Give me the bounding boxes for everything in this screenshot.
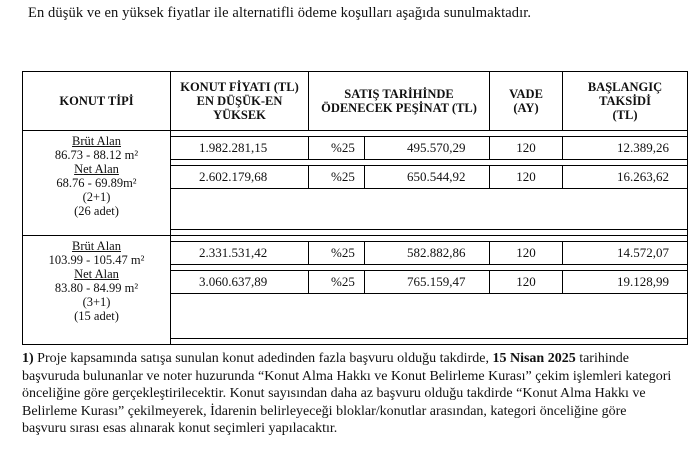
header-term: VADE (AY) [490, 72, 563, 131]
header-installment: BAŞLANGIÇ TAKSİDİ (TL) [563, 72, 688, 131]
percent-cell: %25 [309, 271, 365, 294]
down-payment-cell: 495.570,29 [365, 137, 490, 160]
percent-cell: %25 [309, 166, 365, 189]
down-payment-cell: 765.159,47 [365, 271, 490, 294]
footnote-text-2: tarihinde başvuruda bulunanlar ve noter huzurunda “Konut Alma Hakkı ve Konut Belirleme Kurası” çekim işlemleri kategori önceliğine göre gerçekleştirilecektir. Konut sayısından daha az başvuru olduğu takdirde “Konut Alma Hakkı ve Belirleme Kurası” çekilmeyerek, İdarenin belirleyeceği bloklar/konutlar arasından, kategori önceliğine göre başvuru sırası esas alınarak konut seçimleri yapılacaktır. [22, 351, 672, 436]
term-cell: 120 [490, 271, 563, 294]
footnote-number: 1) [22, 351, 34, 366]
header-type: KONUT TİPİ [23, 72, 171, 131]
installment-cell: 12.389,26 [563, 137, 688, 160]
term-cell: 120 [490, 166, 563, 189]
down-payment-cell: 582.882,86 [365, 242, 490, 265]
installment-cell: 16.263,62 [563, 166, 688, 189]
percent-cell: %25 [309, 242, 365, 265]
term-cell: 120 [490, 242, 563, 265]
intro-text: En düşük ve en yüksek fiyatlar ile alternatifli ödeme koşulları aşağıda sunulmaktadır. [28, 5, 532, 21]
installment-cell: 19.128,99 [563, 271, 688, 294]
price-cell: 1.982.281,15 [171, 137, 309, 160]
type-cell-2plus1: Brüt Alan 86.73 - 88.12 m² Net Alan 68.76 - 69.89m² (2+1) (26 adet) [23, 131, 171, 236]
percent-cell: %25 [309, 137, 365, 160]
header-down-payment: SATIŞ TARİHİNDE ÖDENECEK PEŞİNAT (TL) [309, 72, 490, 131]
price-table [22, 71, 688, 345]
footnote-date: 15 Nisan 2025 [492, 351, 576, 366]
header-price: KONUT FİYATI (TL) EN DÜŞÜK-EN YÜKSEK [171, 72, 309, 131]
footnote-text-1: Proje kapsamında satışa sunulan konut adedinden fazla başvuru olduğu takdirde, [33, 351, 493, 366]
price-cell: 2.602.179,68 [171, 166, 309, 189]
footnote [22, 350, 672, 438]
term-cell: 120 [490, 137, 563, 160]
price-cell: 3.060.637,89 [171, 271, 309, 294]
down-payment-cell: 650.544,92 [365, 166, 490, 189]
table-header-row [23, 72, 688, 131]
installment-cell: 14.572,07 [563, 242, 688, 265]
price-cell: 2.331.531,42 [171, 242, 309, 265]
type-cell-3plus1: Brüt Alan 103.99 - 105.47 m² Net Alan 83.80 - 84.99 m² (3+1) (15 adet) [23, 236, 171, 345]
